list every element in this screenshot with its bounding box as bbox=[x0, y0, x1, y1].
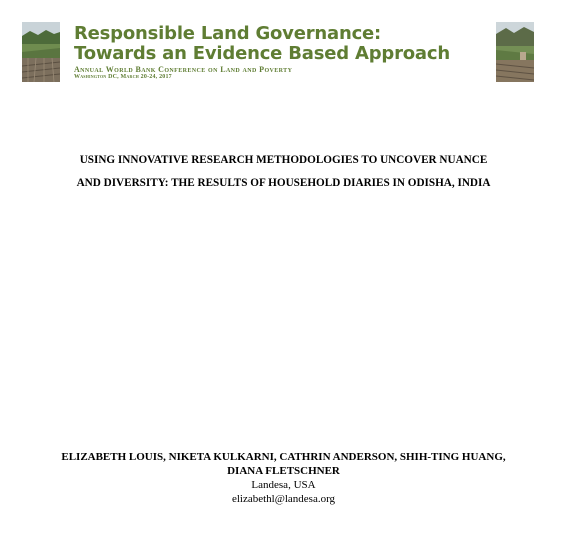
banner-photo-left bbox=[22, 22, 60, 82]
conference-banner bbox=[22, 22, 546, 84]
author-names-line2: DIANA FLETSCHNER bbox=[227, 465, 340, 477]
banner-heading-line2: Towards an Evidence Based Approach bbox=[74, 43, 450, 64]
author-names-line1: ELIZABETH LOUIS, NIKETA KULKARNI, CATHRIN ANDERSON, SHIH-TING HUANG, bbox=[61, 451, 506, 463]
banner-text bbox=[74, 24, 494, 81]
paper-title-line2: AND DIVERSITY: THE RESULTS OF HOUSEHOLD DIARIES IN ODISHA, INDIA bbox=[76, 177, 491, 189]
author-affiliation: Landesa, USA bbox=[251, 479, 316, 491]
paper-title bbox=[20, 149, 547, 195]
author-block bbox=[10, 450, 557, 506]
banner-heading-line1: Responsible Land Governance: bbox=[74, 23, 382, 44]
paper-title-line1: USING INNOVATIVE RESEARCH METHODOLOGIES TO UNCOVER NUANCE bbox=[79, 154, 488, 166]
author-email: elizabethl@landesa.org bbox=[231, 493, 336, 505]
banner-photo-right bbox=[496, 22, 534, 82]
conference-name: Annual World Bank Conference on Land and Poverty bbox=[74, 65, 293, 74]
conference-location-date: Washington DC, March 20-24, 2017 bbox=[74, 74, 172, 80]
